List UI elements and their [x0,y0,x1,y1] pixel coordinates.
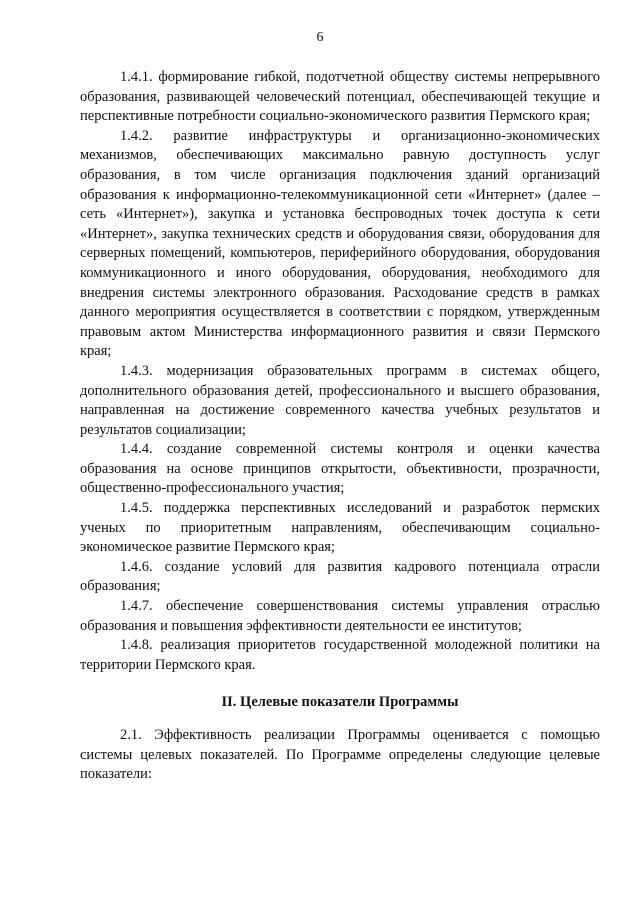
page-number: 6 [316,30,324,45]
paragraph-1-4-5: 1.4.5. поддержка перспективных исследований и разработок пермских ученых по приоритетным направлениям, обеспечивающим социально-экономическое развитие Пермского края; [80,500,600,556]
paragraph-1-4-7: 1.4.7. обеспечение совершенствования системы управления отраслью образования и повышения эффективности деятельности ее институтов; [80,598,600,634]
paragraph-1-4-1: 1.4.1. формирование гибкой, подотчетной обществу системы непрерывного образования, развивающей человеческий потенциал, обеспечивающей текущие и перспективные потребности социально-экономического развития Пермского края; [80,69,600,125]
paragraph-2-1: 2.1. Эффективность реализации Программы оценивается с помощью системы целевых показателей. По Программе определены следующие целевые показатели: [80,727,600,783]
paragraph-1-4-3: 1.4.3. модернизация образовательных программ в системах общего, дополнительного образования детей, профессионального и высшего образования, направленная на достижение современного качества учебных результатов и результатов социализации; [80,362,600,438]
paragraph-1-4-4: 1.4.4. создание современной системы контроля и оценки качества образования на основе принципов открытости, объективности, прозрачности, общественно-профессионального участия; [80,441,600,497]
document-body [80,68,600,785]
section-title: II. Целевые показатели Программы [221,694,459,711]
paragraph-1-4-8: 1.4.8. реализация приоритетов государственной молодежной политики на территории Пермского края. [80,637,600,673]
paragraph-1-4-6: 1.4.6. создание условий для развития кадрового потенциала отрасли образования; [80,558,600,595]
paragraph-1-4-2: 1.4.2. развитие инфраструктуры и организационно-экономических механизмов, обеспечивающих максимально равную доступность услуг образования, в том числе организация подключения зданий организаций образования к информационно-телекоммуникационной сети «Интернет» (далее – сеть «Интернет»), закупка и установка беспроводных точек доступа к сети «Интернет», закупка технических средств и оборудования связи, оборудования для серверных помещений, компьютеров, периферийного оборудования, оборудования коммуникационного и иного оборудования, оборудования, необходимого для внедрения системы электронного образования. Расходование средств в рамках данного мероприятия осуществляется в соответствии с порядком, утвержденным правовым актом Министерства информационного развития и связи Пермского края; [80,127,600,360]
